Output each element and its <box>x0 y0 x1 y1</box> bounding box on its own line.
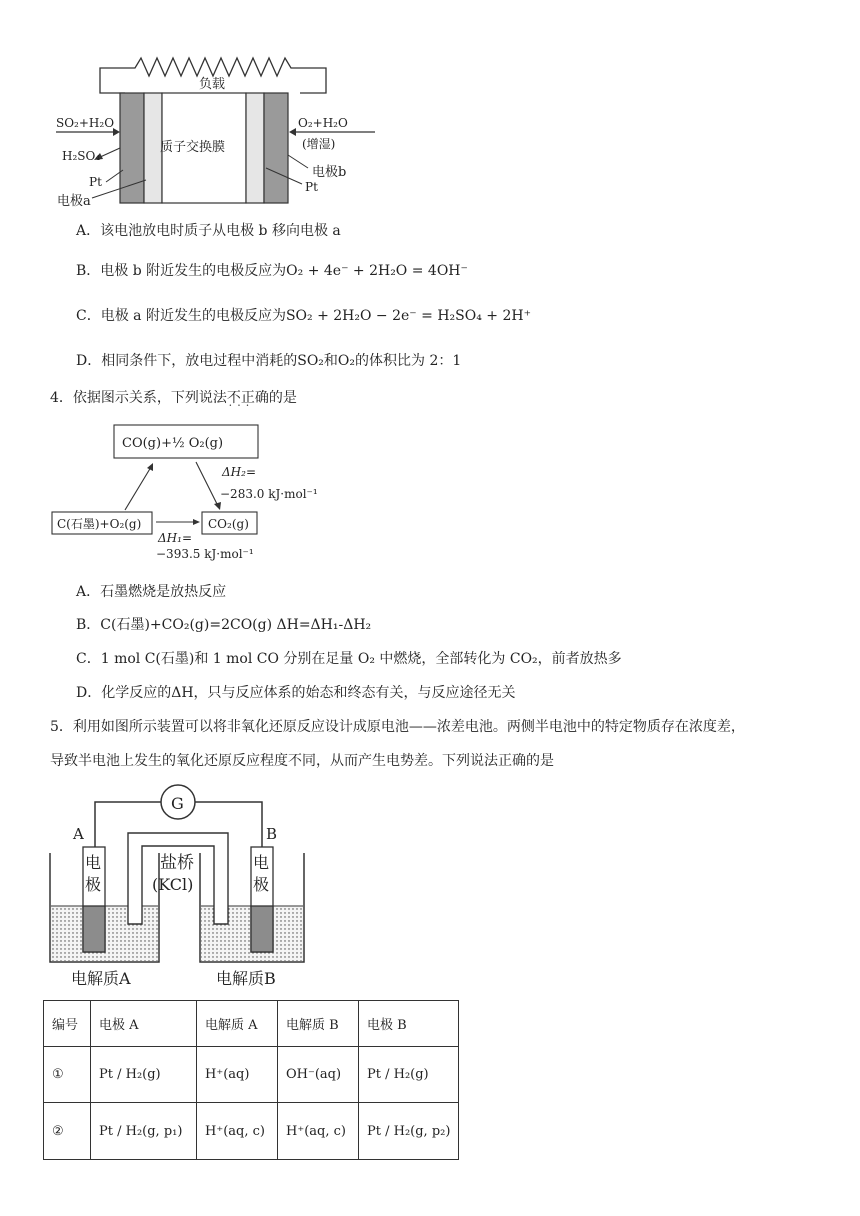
electrode-a-char2: 极 <box>85 875 102 894</box>
dh1-label: ΔH₁= <box>158 531 192 545</box>
fuel-cell-diagram <box>40 40 380 215</box>
table-header: 电极 B <box>359 1001 459 1047</box>
box-graphite-o2: C(石墨)+O₂(g) <box>57 517 142 531</box>
q4-option-c: C．1 mol C(石墨)和 1 mol CO 分别在足量 O₂ 中燃烧，全部转化为 CO₂，前者放热多 <box>76 651 622 667</box>
dh1-value: −393.5 kJ·mol⁻¹ <box>156 547 254 561</box>
table-cell: OH⁻(aq) <box>278 1047 359 1103</box>
q5-stem-line2: 导致半电池上发生的氧化还原反应程度不同，从而产生电势差。下列说法正确的是 <box>50 753 554 769</box>
left-electrode-label: 电极a <box>57 194 91 209</box>
box-co-half-o2: CO(g)+½ O₂(g) <box>122 436 224 451</box>
table-header: 编号 <box>44 1001 91 1047</box>
options-table <box>43 1000 459 1160</box>
left-input: SO₂+H₂O <box>56 116 115 130</box>
q3-option-d: D．相同条件下，放电过程中消耗的SO₂和O₂的体积比为 2：1 <box>76 353 462 369</box>
table-cell: H⁺(aq, c) <box>197 1103 278 1160</box>
electrode-b-char1: 电 <box>253 853 270 872</box>
q3-option-c: C．电极 a 附近发生的电极反应为SO₂ + 2H₂O − 2e⁻ = H₂SO₄ + 2H⁺ <box>76 308 531 324</box>
table-header-row <box>44 1001 459 1047</box>
q3-option-b: B．电极 b 附近发生的电极反应为O₂ + 4e⁻ + 2H₂O = 4OH⁻ <box>76 263 468 279</box>
table-cell: H⁺(aq, c) <box>278 1103 359 1160</box>
box-co2: CO₂(g) <box>208 517 249 531</box>
enthalpy-diagram <box>48 418 338 566</box>
concentration-cell-diagram <box>40 780 320 992</box>
q3-option-a: A．该电池放电时质子从电极 b 移向电极 a <box>76 223 341 239</box>
table-row <box>44 1103 459 1160</box>
left-output: H₂SO₄ <box>62 149 101 163</box>
galvanometer-label: G <box>171 794 184 813</box>
q4-option-a: A．石墨燃烧是放热反应 <box>76 584 227 600</box>
electrolyte-b-label: 电解质B <box>216 969 276 988</box>
electrolyte-a-label: 电解质A <box>71 969 131 988</box>
table-cell: Pt / H₂(g) <box>91 1047 197 1103</box>
dh2-value: −283.0 kJ·mol⁻¹ <box>220 487 318 501</box>
table-header: 电极 A <box>91 1001 197 1047</box>
electrode-a-label: A <box>73 825 84 843</box>
electrode-b-char2: 极 <box>253 875 270 894</box>
q4-stem-after: 的是 <box>268 390 297 406</box>
salt-bridge-kcl: (KCl) <box>152 875 194 894</box>
electrode-b-label: B <box>266 825 278 843</box>
q4-stem <box>50 387 297 407</box>
table-cell: ② <box>44 1103 91 1160</box>
dh2-label: ΔH₂= <box>222 465 256 479</box>
table-cell: ① <box>44 1047 91 1103</box>
q5-stem-line1: 5．利用如图所示装置可以将非氧化还原反应设计成原电池——浓差电池。两侧半电池中的特定物质存在浓度差， <box>50 719 745 735</box>
right-note: (增湿) <box>302 137 336 151</box>
salt-bridge-label: 盐桥 <box>160 853 194 873</box>
table-cell: Pt / H₂(g) <box>359 1047 459 1103</box>
q4-stem-before: 4．依据图示关系，下列说法 <box>50 390 227 406</box>
table-header: 电解质 B <box>278 1001 359 1047</box>
membrane-label: 质子交换膜 <box>160 140 226 155</box>
q4-option-d: D．化学反应的ΔH，只与反应体系的始态和终态有关，与反应途径无关 <box>76 685 516 701</box>
electrode-a-char1: 电 <box>85 853 102 872</box>
table-row <box>44 1047 459 1103</box>
table-cell: Pt / H₂(g, p₁) <box>91 1103 197 1160</box>
left-pt: Pt <box>89 175 102 189</box>
table-header: 电解质 A <box>197 1001 278 1047</box>
right-electrode-label: 电极b <box>312 165 347 180</box>
table-cell: Pt / H₂(g, p₂) <box>359 1103 459 1160</box>
load-label: 负载 <box>199 77 226 92</box>
right-pt: Pt <box>305 180 318 194</box>
table-cell: H⁺(aq) <box>197 1047 278 1103</box>
q4-option-b: B．C(石墨)+CO₂(g)=2CO(g) ΔH=ΔH₁-ΔH₂ <box>76 617 372 633</box>
q4-stem-emphasis: 不正确 • • • <box>227 390 269 406</box>
right-input: O₂+H₂O <box>298 116 348 130</box>
